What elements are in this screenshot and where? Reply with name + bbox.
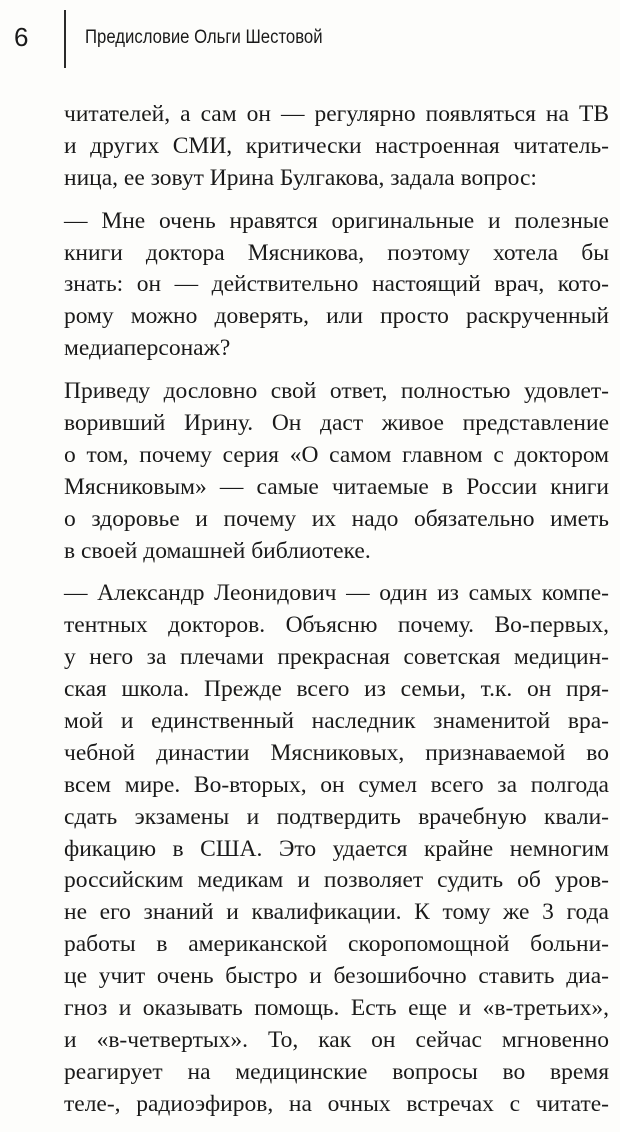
text-line: теле-, радиоэфиров, на очных встречах с читате- <box>64 1090 609 1117</box>
page-number: 6 <box>14 22 29 52</box>
text-line: не его знаний и квалификации. К тому же 3 года <box>64 899 609 926</box>
text-line: всем мире. Во-вторых, он сумел всего за полгода <box>64 771 609 798</box>
text-line: знать: он — действительно настоящий врач, кото- <box>64 271 609 298</box>
text-line: ница, ее зовут Ирина Булгакова, задала вопрос: <box>64 164 537 191</box>
text-line: и «в-четвертых». То, как он сейчас мгновенно <box>64 1026 609 1053</box>
text-line: Мясниковым» — самые читаемые в России книги <box>64 473 609 500</box>
text-line: тентных докторов. Объясню почему. Во-первых, <box>64 612 609 639</box>
text-line: сдать экзамены и подтвердить врачебную квали- <box>64 803 609 830</box>
text-line: фикацию в США. Это удается крайне немногим <box>64 835 609 862</box>
text-line: российским медикам и позволяет судить об уров- <box>64 867 609 894</box>
text-line: о том, почему серия «О самом главном с доктором <box>64 441 609 468</box>
text-line: мой и единственный наследник знаменитой вра- <box>64 708 609 735</box>
text-line: книги доктора Мясникова, поэтому хотела бы <box>64 239 609 266</box>
paragraph-3 <box>64 376 609 567</box>
body-text <box>64 99 609 1132</box>
text-line: — Александр Леонидович — один из самых компе- <box>64 580 609 607</box>
text-line: читателей, а сам он — регулярно появляться на ТВ <box>64 101 609 127</box>
text-line: ская школа. Прежде всего из семьи, т.к. он пря- <box>64 676 609 703</box>
text-line: рому можно доверять, или просто раскрученный <box>64 303 609 330</box>
text-line: це учит очень быстро и безошибочно ставить диа- <box>64 963 609 990</box>
text-line: у него за плечами прекрасная советская медицин- <box>64 644 609 671</box>
text-line: в своей домашней библиотеке. <box>64 537 371 564</box>
text-line: гноз и оказывать помощь. Есть еще и «в-третьих», <box>64 995 609 1022</box>
text-line: работы в американской скоропомощной больни- <box>64 931 609 958</box>
page-header <box>0 0 620 70</box>
running-title: Предисловие Ольги Шестовой <box>85 27 323 48</box>
text-line: воривший Ирину. Он даст живое представление <box>64 410 609 437</box>
text-line: — Мне очень нравятся оригинальные и полезные <box>64 207 609 234</box>
paragraph-4 <box>64 578 609 1120</box>
paragraph-1 <box>64 99 609 195</box>
text-line: медиаперсонаж? <box>64 335 231 362</box>
text-line: реагирует на медицинские вопросы во время <box>64 1058 609 1085</box>
header-divider <box>64 10 66 68</box>
text-line: о здоровье и почему их надо обязательно иметь <box>64 505 609 532</box>
paragraph-2 <box>64 206 609 365</box>
text-line: и других СМИ, критически настроенная читатель- <box>64 132 609 159</box>
text-line: Приведу дословно свой ответ, полностью удовлет- <box>64 378 609 405</box>
text-line: чебной династии Мясниковых, признаваемой во <box>64 739 609 766</box>
